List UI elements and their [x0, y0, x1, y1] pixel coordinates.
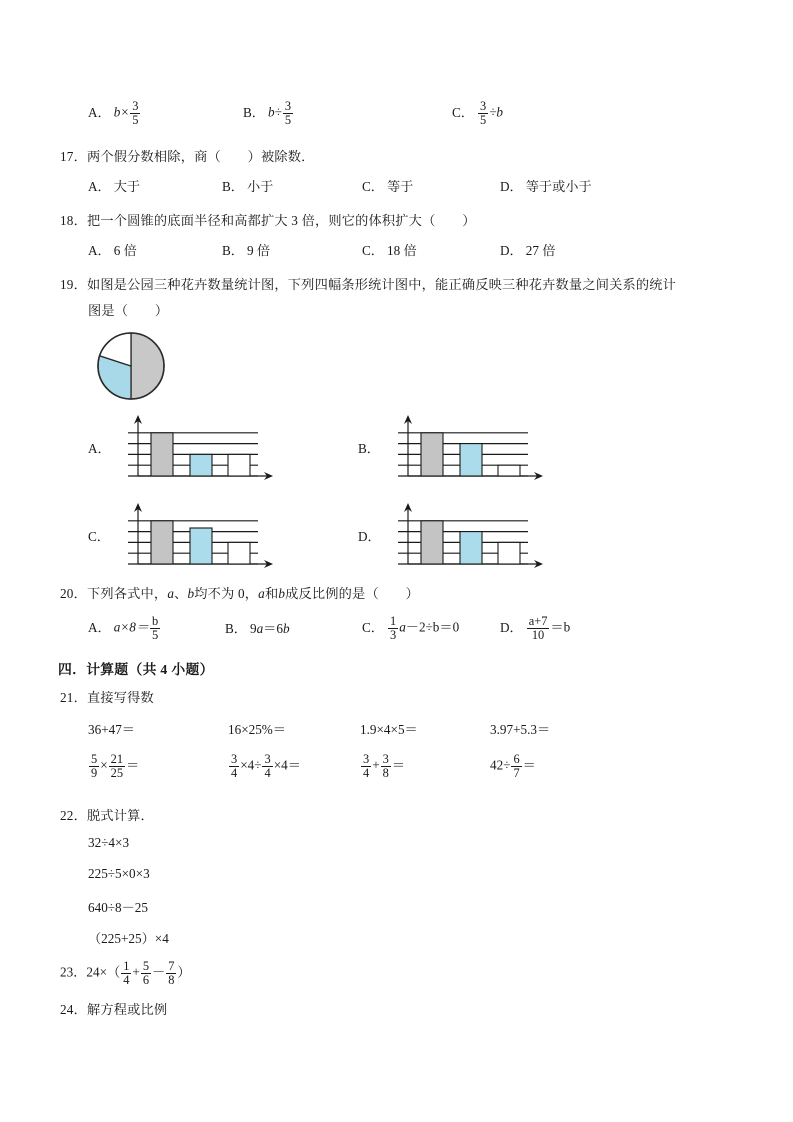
q17-option-a-text: 大于 [113, 179, 141, 194]
q17-option-d-label: D． [500, 179, 523, 194]
q23-frac-3: $\frac{7}{8}$ [168, 958, 175, 987]
q20-option-d-label: D． [500, 619, 523, 635]
pie-chart-svg [95, 330, 167, 402]
bar-chart-d-label: D． [358, 529, 381, 544]
q21-item-3: 1.9×4×5＝ [360, 722, 418, 737]
q23-op-1: + [132, 964, 140, 980]
bar-c-white [228, 542, 250, 564]
q21-item-5-frac-1: $\frac{5}{9}$ [91, 751, 98, 780]
q18-option-d[interactable] [500, 240, 555, 259]
q16-option-a-fraction: $\frac{3}{5}$ [132, 98, 139, 127]
q18-option-c[interactable] [362, 240, 417, 259]
q17-option-b-label: B． [222, 179, 244, 194]
bar-chart-c-label: C． [88, 529, 110, 544]
q20-var-b: b [187, 586, 195, 601]
q20-var-a: a [167, 586, 175, 601]
q17-option-d-text: 等于或小于 [525, 179, 592, 194]
q21-item-7-op: + [372, 757, 380, 773]
bar-a-blue [190, 454, 212, 476]
q17-stem: 两个假分数相除，商（ ）被除数． [86, 149, 315, 164]
q22-stem-row [60, 806, 154, 826]
q21-item-8-frac: $\frac{6}{7}$ [513, 751, 520, 780]
q18-option-b-text: 9 倍 [246, 243, 271, 258]
q22-stem: 脱式计算． [86, 808, 154, 823]
q21-item-7 [360, 753, 405, 780]
q21-item-1: 36+47＝ [88, 722, 135, 737]
q21-item-6-frac-2: $\frac{3}{4}$ [264, 751, 271, 780]
q20-option-b-a: a [256, 621, 264, 636]
q18-option-a[interactable] [88, 240, 137, 259]
q21-item-8 [490, 753, 536, 780]
q18-option-d-label: D． [500, 243, 523, 258]
q16-option-b-expr: b÷ [267, 104, 282, 120]
q21-item-5 [88, 753, 139, 780]
bar-b-white [498, 465, 520, 476]
q23-prefix: 24×（ [86, 964, 121, 980]
q21-item-5-tail: ＝ [126, 757, 140, 773]
bar-b-gray [421, 433, 443, 476]
bar-chart-b-svg [380, 412, 560, 484]
q20-option-b-b: b [282, 621, 290, 636]
q24-stem: 解方程或比例 [86, 1002, 168, 1017]
q20-var-b2: b [278, 586, 286, 601]
q17-option-c-label: C． [362, 179, 384, 194]
q20-number: 20． [60, 586, 87, 601]
q20-stem-p2: 、 [174, 586, 188, 601]
q19-stem-line1: 如图是公园三种花卉数量统计图，下列四幅条形统计图中，能正确反映三种花卉数量之间关系的统计 [86, 277, 677, 292]
q20-stem-row [60, 584, 419, 604]
q17-option-b[interactable] [222, 176, 273, 195]
pie-chart-flower-counts [95, 330, 167, 407]
bar-b-blue [460, 444, 482, 476]
q16-option-a-label: A． [88, 104, 111, 120]
q19-number: 19． [60, 277, 87, 292]
q22-item-3: 640÷8－25 [88, 900, 148, 915]
q17-option-d[interactable] [500, 176, 592, 195]
q20-option-a[interactable] [88, 615, 161, 642]
q20-option-b-label: B． [225, 621, 247, 636]
bar-chart-b-label: B． [358, 441, 380, 456]
pie-slice-gray [131, 333, 164, 399]
q19-stem-row-1 [60, 275, 676, 295]
q20-option-b-n1: 9 [249, 621, 257, 636]
q21-item-7-frac-2: $\frac{3}{8}$ [382, 751, 389, 780]
q19-stem-row-2 [88, 301, 168, 321]
q16-option-a[interactable] [88, 100, 141, 127]
q20-option-a-fraction: $\frac{b}{5}$ [152, 613, 159, 642]
q21-stem-row [60, 688, 154, 708]
bar-a-gray [151, 433, 173, 476]
q18-stem: 把一个圆锥的底面半径和高都扩大 3 倍，则它的体积扩大（ ） [86, 213, 476, 228]
q21-item-6 [228, 753, 301, 780]
section-4-heading: 四．计算题（共 4 小题） [58, 662, 214, 677]
q18-option-b-label: B． [222, 243, 244, 258]
q18-option-b[interactable] [222, 240, 270, 259]
q24-number: 24． [60, 1002, 87, 1017]
q20-var-a2: a [258, 586, 265, 601]
q21-item-6-tail: ×4＝ [273, 757, 301, 773]
q21-item-5-op: × [100, 757, 108, 773]
q23-op-2: － [152, 964, 166, 980]
q18-option-c-text: 18 倍 [386, 243, 417, 258]
q21-item-8-head: 42÷ [490, 757, 511, 773]
q17-number: 17． [60, 149, 87, 164]
q20-option-b-n2: ＝6 [263, 621, 283, 636]
q16-option-b[interactable] [243, 100, 294, 127]
q20-stem-p1: 下列各式中， [86, 586, 168, 601]
q22-item-4: （225+25）×4 [88, 931, 169, 946]
q17-option-c-text: 等于 [386, 179, 414, 194]
q21-item-8-tail: ＝ [522, 757, 536, 773]
bar-c-blue [190, 528, 212, 564]
q16-option-b-fraction: $\frac{3}{5}$ [284, 98, 292, 127]
q20-stem-p5: 成反比例的是（ ） [285, 586, 419, 601]
q18-option-d-text: 27 倍 [525, 243, 556, 258]
q17-option-a-label: A． [88, 179, 111, 194]
q20-option-c-fraction: $\frac{1}{3}$ [389, 613, 397, 642]
bar-chart-c-svg [110, 500, 290, 572]
q21-number: 21． [60, 690, 87, 705]
q18-option-a-label: A． [88, 243, 111, 258]
q20-option-c-rest: －2÷b＝0 [405, 619, 460, 635]
q21-item-2: 16×25%＝ [228, 722, 286, 737]
q17-option-b-text: 小于 [246, 179, 274, 194]
q23-row [60, 960, 191, 987]
q21-item-6-mid: ×4÷ [240, 757, 262, 773]
q16-option-c-label: C． [452, 104, 474, 120]
q16-option-a-expr: b× [113, 104, 130, 120]
q21-item-6-frac-1: $\frac{3}{4}$ [231, 751, 238, 780]
q20-option-b[interactable] [225, 618, 290, 637]
q23-suffix: ） [177, 964, 191, 980]
q23-frac-2: $\frac{5}{6}$ [142, 958, 150, 987]
bar-c-gray [151, 521, 173, 564]
q16-option-c-expr: ÷b [489, 104, 504, 120]
q21-stem: 直接写得数 [86, 690, 154, 705]
q17-option-c[interactable] [362, 176, 413, 195]
bar-chart-d-svg [380, 500, 560, 572]
bar-d-gray [421, 521, 443, 564]
q20-option-c[interactable] [362, 615, 459, 642]
q20-option-c-a: a [399, 619, 406, 635]
q24-stem-row [60, 1000, 167, 1020]
bar-chart-a-svg [110, 412, 290, 484]
q20-stem-p3: 均不为 0， [194, 586, 259, 601]
q16-option-c-fraction: $\frac{3}{5}$ [479, 98, 487, 127]
q16-option-c[interactable] [452, 100, 503, 127]
q22-number: 22． [60, 808, 87, 823]
q23-number: 23． [60, 964, 87, 980]
q16-option-b-label: B． [243, 104, 265, 120]
q21-item-5-frac-2: $\frac{21}{25}$ [110, 751, 124, 780]
q22-item-2: 225÷5×0×3 [88, 866, 150, 881]
q22-item-1: 32÷4×3 [88, 835, 130, 850]
q20-option-c-label: C． [362, 619, 384, 635]
q18-option-a-text: 6 倍 [113, 243, 137, 258]
q20-option-a-expr: a×8＝ [113, 619, 149, 635]
q21-item-7-tail: ＝ [391, 757, 406, 773]
q20-option-d-fraction: $\frac{a+7}{10}$ [528, 613, 548, 642]
q20-option-d[interactable] [500, 615, 570, 642]
q18-option-c-label: C． [362, 243, 384, 258]
q20-stem-p4: 和 [264, 586, 279, 601]
q20-option-d-suffix: ＝b [550, 619, 571, 635]
q23-frac-1: $\frac{1}{4}$ [123, 958, 130, 987]
bar-a-white [228, 454, 250, 476]
q20-option-a-label: A． [88, 619, 111, 635]
bar-d-white [498, 542, 520, 564]
q21-item-7-frac-1: $\frac{3}{4}$ [363, 751, 370, 780]
q17-stem-row [60, 147, 315, 167]
q18-number: 18． [60, 213, 87, 228]
q19-stem-line2: 图是（ ） [88, 303, 169, 318]
q17-option-a[interactable] [88, 176, 140, 195]
bar-d-blue [460, 532, 482, 564]
q21-item-4: 3.97+5.3＝ [490, 722, 551, 737]
q18-stem-row [60, 211, 476, 231]
bar-chart-a-label: A． [88, 441, 111, 456]
